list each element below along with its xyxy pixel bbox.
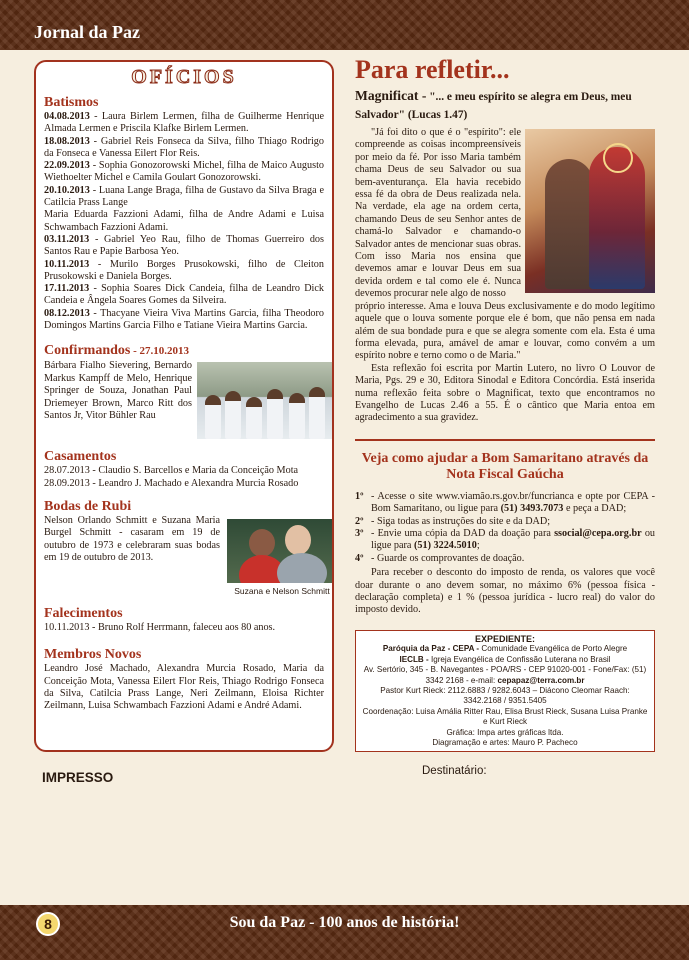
journal-title: Jornal da Paz [34, 22, 140, 42]
confirmandos-block [44, 360, 324, 440]
batismo-text: Maria Eduarda Fazzioni Adami, filha de Andre Adami e Luisa Schwambach Fazzioni Adami. [44, 209, 324, 233]
casamento-item: 28.09.2013 - Leandro J. Machado e Alexandra Murcia Rosado [44, 477, 299, 489]
bodas-photo [227, 519, 332, 583]
batismos-list [44, 111, 324, 332]
footer-slogan-b: 100 anos de história! [318, 914, 460, 931]
expediente-box [355, 630, 655, 752]
batismos-title: Batismos [44, 95, 99, 110]
batismo-date: 22.09.2013 [44, 160, 90, 172]
step-pre: - Acesse o site www.viamão.rs.gov.br/funcrianca e opte por CEPA - Bom Samaritano, ou ligue para [371, 490, 655, 515]
step-num: 4º [355, 552, 364, 564]
step-post: e peça a DAD; [563, 503, 627, 515]
reflection-article [355, 127, 655, 425]
oficios-title: OFÍCIOS [131, 66, 237, 88]
batismo-text: - Thacyane Vieira Viva Martins Garcia, filha Theodoro Domingos Martins Garcia Filho e Tatiane Vieira Martins Garcia. [44, 307, 324, 332]
tax-note: Para receber o desconto do imposto de renda, os valores que você doar durante o ano devem somar, no máximo 6% (pessoa física - declaração completa) e 1 % (pessoa jurídica - lucro real) do valor do imposto devido. [355, 567, 655, 616]
batismo-text: - Luana Lange Braga, filha de Gustavo da Silva Braga e Catilcia Prass Lange [44, 184, 324, 209]
confirmandos-label: Confirmandos [44, 343, 131, 359]
batismo-item [44, 308, 324, 333]
magnificat-label: Magnificat - [355, 88, 427, 103]
step-num: 3º [355, 527, 364, 539]
membros-title: Membros Novos [44, 647, 142, 663]
visitation-painting [525, 129, 655, 293]
section-divider [355, 439, 655, 441]
expediente-line: Pastor Kurt Rieck: 2112.6883 / 9282.6043 – Diácono Cleomar Raach: 3342.2168 / 9351.5405 [380, 686, 630, 706]
step-bold2: (51) 3224.5010 [414, 540, 477, 552]
reflection-paragraph: "Já foi dito o que é o "espírito": ele compreende as coisas incompreensíveis por meio da fé. Por isso Maria também chama Deus de seu Salvador ou sua bem-aventurança. Ela havia recebido essa fé da obra de Deus realizada nela. Na verdade, ela age na ordem certa, chamando Deus de seu Senhor antes de chamá-lo Salvador e chamando-o Salvador antes de mencionar suas obras. Com isso Maria nos ensina que devemos amar e louvar Deus em sua devida ordem e tal como ele é. Nunca devemos procurar nele algo de nosso [355, 127, 521, 300]
bodas-text: Nelson Orlando Schmitt e Suzana Maria Burgel Schmitt - casaram em 19 de outubro de 1973 e celebraram suas bodas em 19 de outubro de 2013. [44, 514, 220, 564]
confirmandos-photo [197, 362, 332, 439]
page-number: 8 [36, 912, 60, 936]
batismo-date: 03.11.2013 [44, 233, 90, 245]
batismo-text: - Laura Birlem Lermen, filha de Guilherme Henrique Almada Lermen e Priscila Klafke Birlem Lermen. [44, 111, 324, 135]
step-pre: - Envie uma cópia da DAD da doação para [371, 527, 555, 539]
step-bold: (51) 3493.7073 [500, 503, 564, 515]
step-num: 1º [355, 490, 364, 502]
casamento-item: 28.07.2013 - Claudio S. Barcellos e Maria da Conceição Mota [44, 465, 299, 477]
magnificat-quote: "... e meu espírito se alegra em Deus, meu Salvador" (Lucas 1.47) [355, 91, 632, 121]
batismo-date: 04.08.2013 [44, 111, 90, 122]
reflection-paragraph-cont: próprio interesse. Ama e louva Deus exclusivamente e do modo legítimo aquele que o louva somente porque ele é bom, que não pensa em nada além de sua bondade pura e que se alegra somente com ela. Esta é uma forma elevada, pura, amável de amar e louvar, como convém a um espírito nobre e terno como o de Maria." [355, 300, 655, 362]
step-num: 2º [355, 515, 364, 527]
step-post: ou ligue para [371, 527, 656, 552]
batismo-text: - Sophia Soares Dick Candeia, filha de Leandro Dick Candeia e Ângela Soares Gomes da Silveira. [44, 283, 324, 307]
casamentos-title: Casamentos [44, 449, 117, 465]
batismo-item [44, 111, 324, 136]
batismo-item [44, 259, 324, 284]
donation-step [355, 528, 655, 553]
expediente-line: Paróquia da Paz - CEPA - Comunidade Evangélica de Porto Alegre [382, 644, 628, 654]
expediente-title: EXPEDIENTE: [474, 634, 535, 644]
batismo-text: - Gabriel Yeo Rau, filho de Thomas Guerreiro dos Santos Rau e Papie Barbosa Yeo. [44, 233, 324, 258]
refletir-title: Para refletir... [355, 55, 510, 84]
batismo-date: 17.11.2013 [44, 283, 90, 295]
expediente-line: IECLB - Igreja Evangélica de Confissão Luterana no Brasil [399, 654, 611, 664]
confirmandos-date: - 27.10.2013 [130, 345, 190, 358]
batismo-date: 20.10.2013 [44, 184, 90, 196]
expediente-line: Coordenação: Luisa Amália Ritter Rau, Elisa Brust Rieck, Susana Luisa Pranke e Kurt Rieck [362, 706, 648, 727]
expediente-line: Diagramação e artes: Mauro P. Pacheco [432, 738, 578, 748]
impresso-label: IMPRESSO [42, 770, 114, 785]
batismo-text: - Gabriel Reis Fonseca da Silva, filho Thiago Rodrigo da Fonseca e Vanessa Eilert Flor Reis. [44, 135, 324, 159]
batismo-item [44, 136, 324, 161]
confirmandos-names: Bárbara Fialho Sievering, Bernardo Markus Kampff de Melo, Henrique Springer de Souza, Jonathan Paul Driemeyer Brown, Marco Ritt dos Santos Jr, Vitor Bühler Rau [44, 360, 192, 421]
donation-steps [355, 491, 655, 565]
batismo-item [44, 160, 324, 185]
falecimentos-title: Falecimentos [44, 605, 123, 621]
batismo-text: - Sophia Gonozorowski Michel, filha de Maico Augusto Wiethoelter Michel e Camila Goulart Gonozorowski. [44, 160, 324, 184]
batismo-item [44, 209, 324, 234]
samaritano-title: Veja como ajudar a Bom Samaritano através da Nota Fiscal Gaúcha [361, 450, 649, 482]
footer-slogan-a: Sou da Paz - [229, 914, 319, 931]
batismo-item [44, 234, 324, 259]
expediente-email: cepapaz@terra.com.br [497, 675, 585, 685]
falecimento-item: 10.11.2013 - Bruno Rolf Herrmann, faleceu aos 80 anos. [44, 621, 276, 633]
batismo-item [44, 283, 324, 308]
batismo-text: - Murilo Borges Prusokowski, filho de Cleiton Prusokowski e Daniela Borges. [44, 258, 324, 282]
expediente-line: Gráfica: Impa artes gráficas ltda. [446, 727, 564, 737]
step-bold: ssocial@cepa.org.br [554, 527, 642, 539]
donation-step [355, 553, 655, 565]
oficios-panel [34, 60, 334, 752]
destinatario-label: Destinatário: [422, 765, 487, 777]
footer-slogan [0, 914, 689, 932]
reflection-source: Esta reflexão foi escrita por Martin Lutero, no livro O Louvor de Maria, Pgs. 29 e 30, Editora Sinodal e Editora Concórdia. Está inserida numa reflexão feita sobre o Magnificat, texto que encontramos no Evangelho de Lucas 2.46 a 55. É o cântico que Maria entoa em agradecimento a sua gravidez. [355, 362, 655, 424]
batismo-item [44, 185, 324, 210]
bodas-caption: Suzana e Nelson Schmitt [234, 585, 330, 596]
step-post2: ; [476, 540, 480, 552]
magnificat-heading [355, 88, 655, 123]
batismo-date: 18.08.2013 [44, 135, 90, 147]
batismo-date: 10.11.2013 [44, 258, 90, 270]
confirmandos-title [44, 342, 324, 360]
membros-text: Leandro José Machado, Alexandra Murcia Rosado, Maria da Conceição Mota, Vanessa Eilert Flor Reis, Thiago Rodrigo Fonseca da Silva, Catilcia Prass Lange, Neri Zeilmann, Eloisa Richter Zeilmann, Luisa Schwambach Fazzioni Adami e André Adami. [44, 663, 324, 712]
step-pre: - Siga todas as instruções do site e da DAD; [371, 515, 551, 527]
bodas-block [44, 514, 330, 601]
batismo-date: 08.12.2013 [44, 307, 90, 319]
donation-step [355, 491, 655, 516]
bodas-title: Bodas de Rubi [44, 498, 132, 514]
reflection-column [355, 55, 655, 617]
donation-step [355, 516, 655, 528]
step-pre: - Guarde os comprovantes de doação. [371, 552, 525, 564]
expediente-line: Av. Sertório, 345 - B. Navegantes - POA/RS - CEP 91020-001 - Fone/Fax: (51) 3342 2168 - e-mail: cepapaz@terra.com.br [363, 665, 647, 685]
